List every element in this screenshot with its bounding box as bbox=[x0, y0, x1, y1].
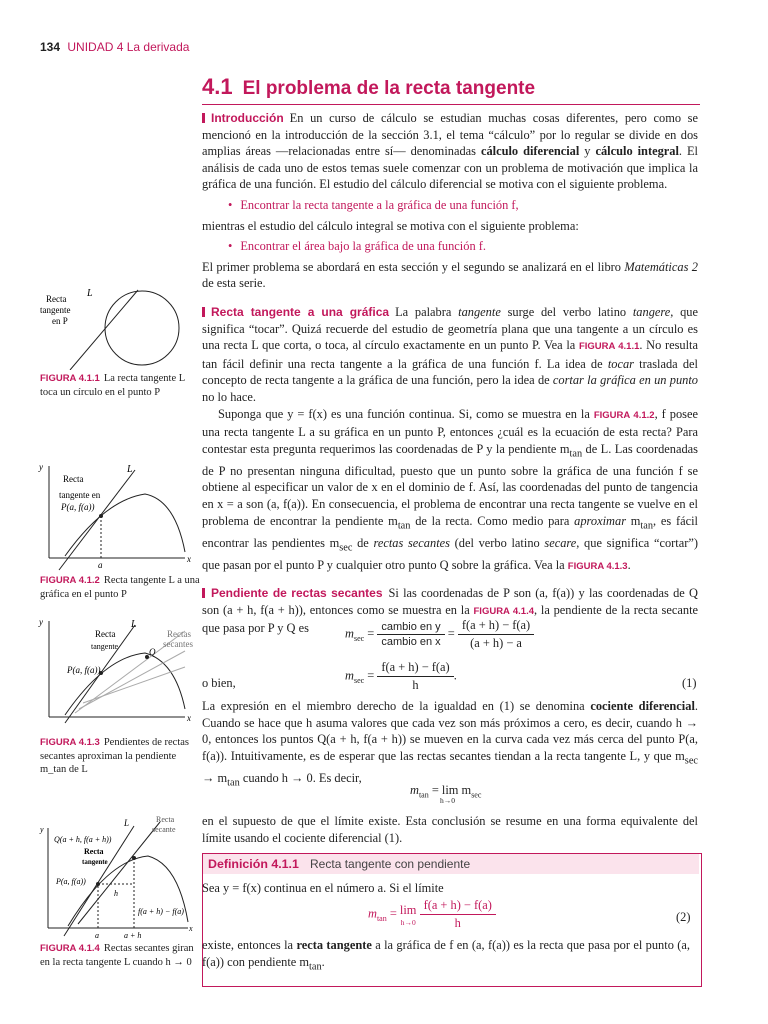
definition-text-1: Sea y = f(x) continua en el número a. Si el límite bbox=[202, 881, 444, 895]
tangent-line bbox=[70, 290, 138, 370]
equation-2-tag: (2) bbox=[676, 910, 691, 924]
unit-label: UNIDAD 4 bbox=[67, 40, 124, 54]
equation-2: $m_{tan} = \lim$ h→0 $\frac{f(a + h) - f(a)}{h}$ bbox=[368, 898, 496, 931]
difference-quotient-paragraph: La expresión en el miembro derecho de la igualdad en (1) se denomina cociente diferencial. Cuando se hace que h asuma valores que cada vez son más próximos a cero, es decir, cuando h → 0, entonces los puntos Q(a + h, f(a + h)) se mueven en la curva cada vez más cerca del punto P(a, f(a)). Intuitivamente, es de esperar que las rectas secantes tiendan a la recta tangente L, y que $m_{sec} \to m_{tan}$ cuando h → 0. Es decir, bbox=[202, 699, 698, 789]
f2-label-2: tangente en bbox=[59, 490, 101, 500]
intro-paragraph-3: El primer problema se abordará en esta sección y el segundo se analizará en el libro Matemáticas 2 de esta serie. bbox=[202, 259, 698, 291]
f3-sec-1: Rectas bbox=[167, 629, 191, 639]
unit-topic: La derivada bbox=[126, 40, 190, 54]
secant-line-2 bbox=[79, 651, 185, 709]
figure-4-1-1 bbox=[40, 280, 200, 370]
f1-label-2: tangente bbox=[40, 305, 71, 315]
figure-4-1-4 bbox=[38, 812, 200, 940]
ref-figure-4-1-1: FIGURA 4.1.1 bbox=[578, 341, 640, 353]
f4-sec-2: secante bbox=[152, 825, 176, 834]
f3-sec-2: secantes bbox=[163, 639, 193, 649]
f4-L: L bbox=[124, 818, 130, 828]
f3-P: P(a, f(a)) bbox=[67, 665, 101, 675]
secants-heading: Pendiente de rectas secantes bbox=[202, 586, 383, 600]
conclusion-block bbox=[202, 813, 698, 846]
f2-a: a bbox=[98, 560, 103, 570]
f3-Q: Q bbox=[149, 647, 156, 657]
bullet-area-problem: • Encontrar el área bajo la gráfica de una función f. bbox=[228, 238, 698, 255]
f2-x: x bbox=[187, 554, 191, 564]
ref-figure-4-1-4: FIGURA 4.1.4 bbox=[473, 605, 535, 617]
section-title bbox=[202, 74, 535, 100]
tangent-paragraph: Recta tangente a una gráfica La palabra tangente surge del verbo latino tangere, que significa “tocar”. Quizá recuerde del estudio de geometría plana que una tangente a un círculo es una recta L que corta, o toca, al círculo exactamente en un punto P. Vea la FIGURA 4.1.1. No resulta tan fácil definir una recta tangente a la gráfica de una función f. La idea de tocar traslada del concepto de recta tangente a la gráfica de una función, pero la idea de cortar la gráfica en un punto no lo hace. bbox=[202, 304, 699, 404]
definition-text-2: existe, entonces la recta tangente a la gráfica de f en (a, f(a)) es la recta que pasa por el punto (a, f(a)) con pendiente $m_{tan}$. bbox=[202, 938, 690, 973]
f3-y: y bbox=[39, 617, 43, 627]
running-header bbox=[40, 40, 189, 54]
f4-label-2: tangente bbox=[82, 858, 108, 866]
f3-L: L bbox=[131, 619, 137, 630]
conclusion-paragraph: en el supuesto de que el límite existe. Esta conclusión se resume en una forma equivalente del límite usando el cociente diferencial (1). bbox=[202, 814, 698, 845]
ref-figure-4-1-3: FIGURA 4.1.3 bbox=[567, 560, 628, 572]
f4-x: x bbox=[189, 924, 193, 933]
point-P bbox=[96, 882, 100, 886]
f4-a: a bbox=[95, 931, 99, 940]
section-number: 4.1 bbox=[202, 74, 233, 99]
caption-4-1-4: FIGURA 4.1.4 Rectas secantes giran en la recta tangente L cuando h → 0 bbox=[40, 943, 194, 968]
f4-sec-1: Recta bbox=[156, 815, 175, 824]
bullet-tangent-problem: • Encontrar la recta tangente a la gráfica de una función f, bbox=[228, 197, 698, 214]
f1-L: L bbox=[87, 288, 93, 299]
f3-label-2: tangente bbox=[91, 642, 119, 651]
f1-label-1: Recta bbox=[46, 294, 67, 304]
tangent-line bbox=[59, 470, 135, 570]
tangent-paragraph-2: Suponga que y = f(x) es una función continua. Si, como se muestra en la FIGURA 4.1.2, f posee una recta tangente L a su gráfica en un punto P, entonces ¿cuál es la ecuación de esta recta? Para contestar esta pregunta requerimos las coordenadas de P y la pendiente $m_{tan}$ de L. Las coordenadas de P no presentan ninguna dificultad, puesto que un punto sobre la gráfica de una función f se obtiene al especificar un valor de x en el dominio de f. Así, las coordenadas del punto de tangencia en x = a son (a, f(a)). En consecuencia, el problema de encontrar una recta tangente se vuelve en el problema de encontrar la pendiente $m_{tan}$ de la recta. Como medio para aproximar $m_{tan}$, es fácil encontrar las pendientes $m_{sec}$ de rectas secantes (del verbo latino secare, que significa “cortar”) que pasan por el punto P y cualquier otro punto Q sobre la gráfica. Vea la FIGURA 4.1.3. bbox=[202, 406, 698, 572]
f4-P: P(a, f(a)) bbox=[56, 877, 86, 886]
point-P bbox=[99, 514, 103, 518]
f4-ah: a + h bbox=[124, 931, 142, 940]
f2-label-3: P(a, f(a)) bbox=[61, 502, 95, 512]
equation-1: $m_{sec}$ = $\frac{f(a + h) - f(a)}{h}$ . bbox=[345, 660, 457, 692]
difference-quotient-block bbox=[202, 698, 698, 792]
f2-label-1: Recta bbox=[63, 474, 84, 484]
f3-x: x bbox=[187, 713, 191, 723]
ref-figure-4-1-2: FIGURA 4.1.2 bbox=[593, 409, 655, 421]
f2-L: L bbox=[127, 464, 133, 475]
f4-Q: Q(a + h, f(a + h)) bbox=[54, 835, 112, 844]
section-title-text: El problema de la recta tangente bbox=[242, 78, 536, 99]
caption-4-1-2: FIGURA 4.1.2 Recta tangente L a una gráfica en el punto P bbox=[40, 575, 200, 600]
definition-title: Recta tangente con pendiente bbox=[310, 857, 471, 871]
caption-4-1-3: FIGURA 4.1.3 Pendientes de rectas secantes aproximan la pendiente m_tan de L bbox=[40, 737, 189, 775]
f4-label-1: Recta bbox=[84, 847, 104, 856]
tangent-heading: Recta tangente a una gráfica bbox=[202, 305, 389, 319]
equation-limit: $m_{tan} = \lim m_{sec}$ h→0 bbox=[410, 783, 482, 806]
definition-header bbox=[203, 854, 699, 874]
caption-4-1-1: FIGURA 4.1.1 La recta tangente L toca un círculo en el punto P bbox=[40, 373, 185, 398]
circle bbox=[105, 291, 179, 365]
obien-text: o bien, bbox=[202, 676, 236, 690]
page-number: 134 bbox=[40, 40, 61, 54]
f2-y: y bbox=[39, 462, 43, 472]
f3-label-1: Recta bbox=[95, 629, 116, 639]
f4-y: y bbox=[40, 825, 44, 834]
equation-msec-ratio: $m_{sec}$ = $\frac{\text{cambio en y}}{\text{cambio en x}}$ = $\frac{f(a + h) - f(a)}{(a + h) - a}$ bbox=[345, 618, 534, 651]
point-Q bbox=[132, 856, 136, 860]
definition-label: Definición 4.1.1 bbox=[208, 857, 299, 871]
intro-paragraph: Introducción En un curso de cálculo se estudian muchas cosas diferentes, pero como se mencionó en la introducción de la sección 3.1, el tema “cálculo” por lo regular se divide en dos amplias áreas —relacionadas entre sí— denominadas cálculo diferencial y cálculo integral. El análisis de cada uno de estos temas suele comenzar con un problema de motivación que implica la gráfica de una función. El estudio del cálculo diferencial se motiva con el siguiente problema. bbox=[202, 111, 698, 192]
f1-label-3: en P bbox=[52, 316, 68, 326]
title-rule bbox=[202, 104, 700, 105]
equation-1-tag: (1) bbox=[682, 676, 697, 690]
intro-paragraph-2: mientras el estudio del cálculo integral se motiva con el siguiente problema: bbox=[202, 218, 579, 233]
figure-4-1-2 bbox=[35, 460, 195, 572]
figure-4-1-3 bbox=[35, 617, 195, 727]
intro-heading: Introducción bbox=[202, 111, 284, 125]
f4-diff: f(a + h) − f(a) bbox=[138, 907, 184, 916]
secants-paragraph: Pendiente de rectas secantes Si las coordenadas de P son (a, f(a)) y las coordenadas de Q son (a + h, f(a + h)), entonces como se muestra en la FIGURA 4.1.4, la pendiente de la recta secante que pasa por P y Q es bbox=[202, 586, 699, 636]
f4-h: h bbox=[114, 889, 118, 898]
intro-block bbox=[202, 110, 698, 637]
